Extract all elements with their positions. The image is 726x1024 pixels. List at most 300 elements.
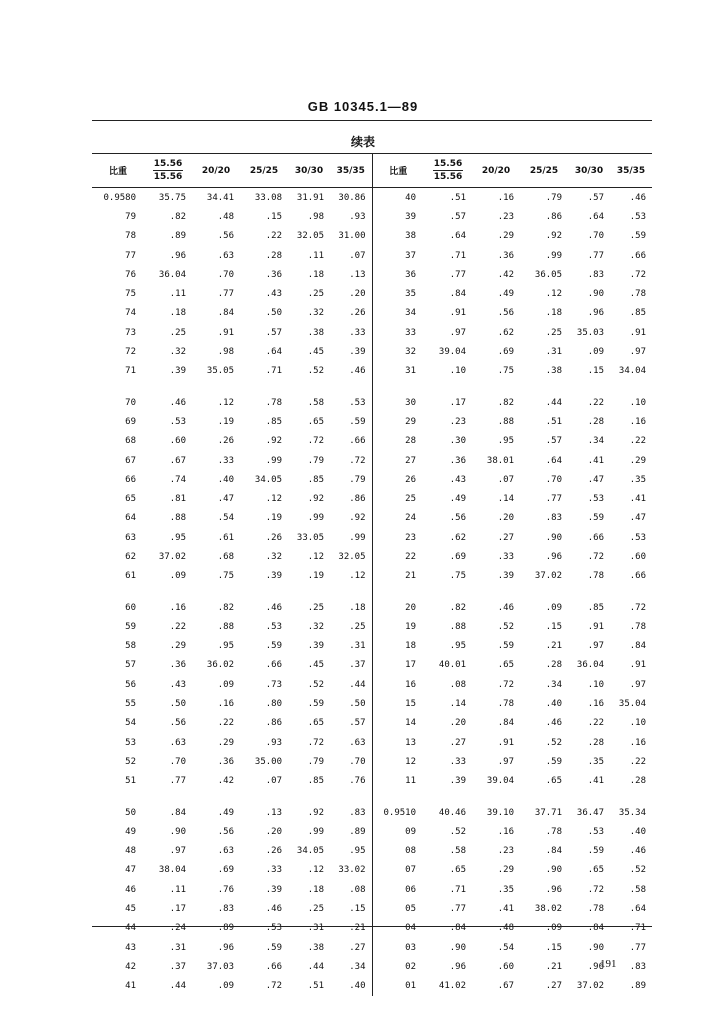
value-cell: .77	[545, 494, 562, 505]
value-cell: .27	[449, 737, 466, 748]
value-cell: .89	[629, 981, 646, 992]
value-cell: 34.04	[618, 366, 646, 377]
value-cell: .13	[265, 807, 282, 818]
gravity-key-cell: 02	[405, 961, 416, 972]
value-cell: .84	[217, 308, 234, 319]
value-cell: .75	[449, 571, 466, 582]
value-cell: .91	[217, 327, 234, 338]
value-cell: .56	[169, 718, 186, 729]
table-row	[92, 977, 652, 996]
spacer-cell	[92, 381, 144, 393]
value-cell: .66	[629, 571, 646, 582]
value-cell: .85	[307, 776, 324, 787]
value-cell: .24	[169, 923, 186, 934]
value-cell: 33.08	[254, 192, 282, 203]
gravity-key-cell: 40	[405, 192, 416, 203]
value-cell: .96	[545, 884, 562, 895]
gravity-key-cell: 09	[405, 826, 416, 837]
value-cell: .83	[629, 961, 646, 972]
value-cell: .65	[307, 416, 324, 427]
table-row	[92, 265, 652, 284]
table-row	[92, 938, 652, 957]
gravity-table	[92, 153, 652, 996]
value-cell: .28	[587, 737, 604, 748]
value-cell: .40	[629, 826, 646, 837]
value-cell: .76	[217, 884, 234, 895]
value-cell: .27	[497, 532, 514, 543]
table-row	[92, 528, 652, 547]
value-cell: .65	[449, 865, 466, 876]
value-cell: .38	[307, 942, 324, 953]
table-row	[92, 246, 652, 265]
value-cell: .65	[545, 776, 562, 787]
value-cell: .15	[545, 621, 562, 632]
value-cell: .33	[217, 455, 234, 466]
gravity-key-cell: 28	[405, 436, 416, 447]
value-cell: .97	[629, 347, 646, 358]
table-row	[92, 617, 652, 636]
value-cell: .08	[330, 880, 372, 899]
value-cell: .41	[587, 776, 604, 787]
gravity-key-cell: 67	[125, 455, 136, 466]
value-cell: .56	[217, 231, 234, 242]
value-cell: .26	[265, 846, 282, 857]
spacer-cell	[472, 791, 520, 803]
value-cell: .72	[629, 269, 646, 280]
value-cell: .57	[587, 192, 604, 203]
value-cell: .28	[265, 250, 282, 261]
value-cell: .31	[545, 347, 562, 358]
table-row	[92, 547, 652, 566]
value-cell: .89	[217, 923, 234, 934]
value-cell: .97	[587, 641, 604, 652]
value-cell: .14	[497, 494, 514, 505]
value-cell: 34.05	[254, 474, 282, 485]
spacer-cell	[568, 381, 610, 393]
value-cell: .22	[629, 436, 646, 447]
value-cell: .09	[587, 347, 604, 358]
gravity-key-cell: 17	[405, 660, 416, 671]
gravity-key-cell: 77	[125, 250, 136, 261]
table-row	[92, 822, 652, 841]
value-cell: .59	[587, 513, 604, 524]
spacer-cell	[610, 381, 652, 393]
value-cell: .08	[449, 679, 466, 690]
value-cell: .25	[307, 602, 324, 613]
value-cell: .73	[265, 679, 282, 690]
value-cell: 32.05	[296, 231, 324, 242]
table-row	[92, 188, 652, 208]
value-cell: .25	[307, 904, 324, 915]
value-cell: .78	[629, 621, 646, 632]
gravity-key-cell: 0.9510	[383, 807, 416, 818]
value-cell: .63	[217, 846, 234, 857]
value-cell: .70	[169, 756, 186, 767]
value-cell: .39	[265, 571, 282, 582]
value-cell: .50	[169, 699, 186, 710]
value-cell: .95	[169, 532, 186, 543]
value-cell: .59	[330, 412, 372, 431]
value-cell: .88	[449, 621, 466, 632]
value-cell: .34	[330, 957, 372, 976]
value-cell: .29	[497, 865, 514, 876]
value-cell: .59	[587, 846, 604, 857]
value-cell: .36	[449, 455, 466, 466]
value-cell: .52	[307, 366, 324, 377]
value-cell: .42	[217, 776, 234, 787]
group-spacer	[92, 791, 652, 803]
value-cell: .44	[330, 675, 372, 694]
page-number: 191	[600, 958, 617, 970]
value-cell: .16	[497, 192, 514, 203]
value-cell: .34	[545, 679, 562, 690]
gravity-key-cell: 54	[125, 718, 136, 729]
col-header-35-35: 35/35	[330, 154, 372, 188]
value-cell: .37	[330, 656, 372, 675]
value-cell: .42	[497, 269, 514, 280]
value-cell: 41.02	[438, 981, 466, 992]
table-row	[92, 861, 652, 880]
table-row	[92, 509, 652, 528]
table-caption: 续表	[350, 135, 375, 149]
value-cell: .79	[330, 470, 372, 489]
value-cell: 34.05	[296, 846, 324, 857]
fraction-numerator: 15.56	[433, 159, 463, 169]
value-cell: 31.00	[330, 227, 372, 246]
gravity-key-cell: 41	[125, 981, 136, 992]
value-cell: .21	[545, 641, 562, 652]
value-cell: .84	[449, 289, 466, 300]
value-cell: 38.01	[486, 455, 514, 466]
value-cell: 37.03	[206, 961, 234, 972]
value-cell: .99	[330, 528, 372, 547]
table-row	[92, 656, 652, 675]
gravity-key-cell: 21	[405, 571, 416, 582]
fraction-denominator: 15.56	[433, 172, 463, 182]
gravity-table-container	[92, 153, 652, 996]
spacer-cell	[472, 586, 520, 598]
value-cell: .68	[217, 551, 234, 562]
gravity-key-cell: 26	[405, 474, 416, 485]
gravity-key-cell: 74	[125, 308, 136, 319]
value-cell: 40.46	[438, 807, 466, 818]
value-cell: .91	[587, 621, 604, 632]
value-cell: .38	[307, 327, 324, 338]
value-cell: .52	[307, 679, 324, 690]
value-cell: .72	[330, 451, 372, 470]
spacer-cell	[520, 586, 568, 598]
value-cell: .59	[307, 699, 324, 710]
value-cell: .33	[497, 551, 514, 562]
value-cell: .39	[307, 641, 324, 652]
table-header-row	[92, 154, 652, 188]
value-cell: .36	[265, 269, 282, 280]
value-cell: .71	[265, 366, 282, 377]
gravity-key-cell: 51	[125, 776, 136, 787]
value-cell: .97	[449, 327, 466, 338]
value-cell: .59	[545, 756, 562, 767]
value-cell: .56	[449, 513, 466, 524]
table-row	[92, 919, 652, 938]
value-cell: .61	[217, 532, 234, 543]
value-cell: 37.02	[158, 551, 186, 562]
value-cell: 37.02	[576, 981, 604, 992]
gravity-key-cell: 33	[405, 327, 416, 338]
gravity-key-cell: 70	[125, 397, 136, 408]
value-cell: .65	[307, 718, 324, 729]
value-cell: .95	[217, 641, 234, 652]
value-cell: .09	[217, 679, 234, 690]
value-cell: .34	[587, 436, 604, 447]
gravity-key-cell: 0.9580	[103, 192, 136, 203]
value-cell: .50	[265, 308, 282, 319]
value-cell: .21	[330, 919, 372, 938]
col-header-key: 比重	[92, 154, 144, 188]
value-cell: .43	[169, 679, 186, 690]
value-cell: .98	[217, 347, 234, 358]
value-cell: .38	[545, 366, 562, 377]
value-cell: .66	[265, 961, 282, 972]
gravity-key-cell: 58	[125, 641, 136, 652]
value-cell: .91	[449, 308, 466, 319]
value-cell: .36	[169, 660, 186, 671]
spacer-cell	[372, 586, 424, 598]
value-cell: .70	[587, 231, 604, 242]
spacer-cell	[144, 381, 192, 393]
spacer-cell	[610, 791, 652, 803]
value-cell: .09	[217, 981, 234, 992]
value-cell: .23	[497, 211, 514, 222]
gravity-key-cell: 38	[405, 231, 416, 242]
value-cell: .86	[265, 718, 282, 729]
gravity-key-cell: 08	[405, 846, 416, 857]
value-cell: .78	[587, 904, 604, 915]
value-cell: .40	[545, 699, 562, 710]
value-cell: .39	[330, 342, 372, 361]
value-cell: .36	[497, 250, 514, 261]
gravity-key-cell: 55	[125, 699, 136, 710]
value-cell: 35.00	[254, 756, 282, 767]
value-cell: .44	[307, 961, 324, 972]
col-header-fraction	[144, 154, 192, 188]
value-cell: .39	[265, 884, 282, 895]
value-cell: .43	[265, 289, 282, 300]
value-cell: .26	[330, 304, 372, 323]
gravity-key-cell: 50	[125, 807, 136, 818]
value-cell: .48	[217, 211, 234, 222]
value-cell: .31	[330, 637, 372, 656]
spacer-cell	[288, 791, 330, 803]
value-cell: 40.01	[438, 660, 466, 671]
gravity-key-cell: 75	[125, 289, 136, 300]
value-cell: .84	[449, 923, 466, 934]
value-cell: .65	[497, 660, 514, 671]
value-cell: .96	[449, 961, 466, 972]
value-cell: .10	[587, 679, 604, 690]
gravity-key-cell: 35	[405, 289, 416, 300]
gravity-key-cell: 31	[405, 366, 416, 377]
value-cell: .75	[497, 366, 514, 377]
col-header-20-20: 20/20	[472, 154, 520, 188]
value-cell: .18	[307, 269, 324, 280]
value-cell: .43	[449, 474, 466, 485]
gravity-key-cell: 37	[405, 250, 416, 261]
value-cell: .96	[587, 961, 604, 972]
value-cell: .11	[169, 289, 186, 300]
gravity-key-cell: 20	[405, 602, 416, 613]
value-cell: .33	[265, 865, 282, 876]
gravity-key-cell: 53	[125, 737, 136, 748]
value-cell: .16	[497, 826, 514, 837]
value-cell: .92	[307, 494, 324, 505]
value-cell: .56	[497, 308, 514, 319]
value-cell: .57	[330, 714, 372, 733]
value-cell: .50	[330, 694, 372, 713]
value-cell: .35	[587, 756, 604, 767]
value-cell: .07	[330, 246, 372, 265]
value-cell: .07	[265, 776, 282, 787]
value-cell: .70	[217, 269, 234, 280]
table-row	[92, 470, 652, 489]
gravity-key-cell: 24	[405, 513, 416, 524]
col-header-fraction	[424, 154, 472, 188]
value-cell: .58	[449, 846, 466, 857]
value-cell: .49	[449, 494, 466, 505]
value-cell: .57	[265, 327, 282, 338]
value-cell: .10	[629, 718, 646, 729]
value-cell: 36.04	[158, 269, 186, 280]
table-row	[92, 227, 652, 246]
gravity-key-cell: 66	[125, 474, 136, 485]
gravity-key-cell: 14	[405, 718, 416, 729]
spacer-cell	[240, 381, 288, 393]
table-row	[92, 772, 652, 791]
value-cell: .52	[497, 621, 514, 632]
gravity-key-cell: 69	[125, 416, 136, 427]
value-cell: .22	[265, 231, 282, 242]
value-cell: .12	[217, 397, 234, 408]
value-cell: .28	[629, 776, 646, 787]
spacer-cell	[472, 381, 520, 393]
value-cell: .99	[545, 250, 562, 261]
value-cell: 33.05	[296, 532, 324, 543]
value-cell: .72	[307, 436, 324, 447]
value-cell: .46	[629, 192, 646, 203]
value-cell: .72	[497, 679, 514, 690]
value-cell: .84	[169, 807, 186, 818]
col-header-25-25: 25/25	[240, 154, 288, 188]
value-cell: .16	[217, 699, 234, 710]
value-cell: .83	[545, 513, 562, 524]
spacer-cell	[240, 586, 288, 598]
value-cell: .72	[587, 884, 604, 895]
value-cell: .57	[449, 211, 466, 222]
gravity-key-cell: 12	[405, 756, 416, 767]
value-cell: .64	[265, 347, 282, 358]
value-cell: .28	[587, 416, 604, 427]
value-cell: 35.04	[618, 699, 646, 710]
value-cell: 30.86	[330, 188, 372, 208]
table-row	[92, 957, 652, 976]
spacer-cell	[192, 381, 240, 393]
table-row	[92, 412, 652, 431]
value-cell: .63	[217, 250, 234, 261]
value-cell: .16	[629, 737, 646, 748]
gravity-key-cell: 11	[405, 776, 416, 787]
value-cell: .62	[497, 327, 514, 338]
spacer-cell	[330, 381, 372, 393]
value-cell: .22	[587, 718, 604, 729]
value-cell: .47	[587, 474, 604, 485]
value-cell: .90	[545, 532, 562, 543]
col-header-20-20: 20/20	[192, 154, 240, 188]
value-cell: .96	[587, 308, 604, 319]
value-cell: .96	[217, 942, 234, 953]
value-cell: .35	[629, 474, 646, 485]
value-cell: 35.34	[618, 807, 646, 818]
value-cell: .70	[545, 474, 562, 485]
table-row	[92, 733, 652, 752]
value-cell: .71	[629, 923, 646, 934]
value-cell: .59	[265, 641, 282, 652]
gravity-key-cell: 30	[405, 397, 416, 408]
table-row	[92, 880, 652, 899]
value-cell: .29	[169, 641, 186, 652]
gravity-key-cell: 43	[125, 942, 136, 953]
value-cell: .46	[629, 846, 646, 857]
value-cell: .66	[330, 432, 372, 451]
gravity-key-cell: 07	[405, 865, 416, 876]
value-cell: .29	[629, 455, 646, 466]
value-cell: 34.41	[206, 192, 234, 203]
value-cell: .39	[449, 776, 466, 787]
gravity-key-cell: 73	[125, 327, 136, 338]
value-cell: .92	[545, 231, 562, 242]
value-cell: .53	[169, 416, 186, 427]
value-cell: .16	[169, 602, 186, 613]
value-cell: .84	[497, 718, 514, 729]
spacer-cell	[610, 586, 652, 598]
value-cell: .66	[587, 532, 604, 543]
value-cell: .93	[330, 207, 372, 226]
table-row	[92, 752, 652, 771]
spacer-cell	[424, 586, 472, 598]
value-cell: 35.75	[158, 192, 186, 203]
value-cell: .83	[587, 269, 604, 280]
value-cell: .91	[629, 660, 646, 671]
value-cell: .44	[545, 397, 562, 408]
value-cell: .99	[307, 826, 324, 837]
table-row	[92, 598, 652, 617]
value-cell: .93	[265, 737, 282, 748]
value-cell: .84	[545, 846, 562, 857]
gravity-key-cell: 78	[125, 231, 136, 242]
value-cell: .91	[629, 327, 646, 338]
value-cell: .89	[330, 822, 372, 841]
value-cell: .53	[330, 393, 372, 412]
value-cell: .53	[629, 532, 646, 543]
value-cell: .96	[545, 551, 562, 562]
gravity-key-cell: 47	[125, 865, 136, 876]
value-cell: .60	[629, 551, 646, 562]
value-cell: .25	[330, 617, 372, 636]
value-cell: .66	[265, 660, 282, 671]
gravity-key-cell: 46	[125, 884, 136, 895]
value-cell: .78	[265, 397, 282, 408]
value-cell: .25	[545, 327, 562, 338]
spacer-cell	[92, 586, 144, 598]
gravity-key-cell: 79	[125, 211, 136, 222]
